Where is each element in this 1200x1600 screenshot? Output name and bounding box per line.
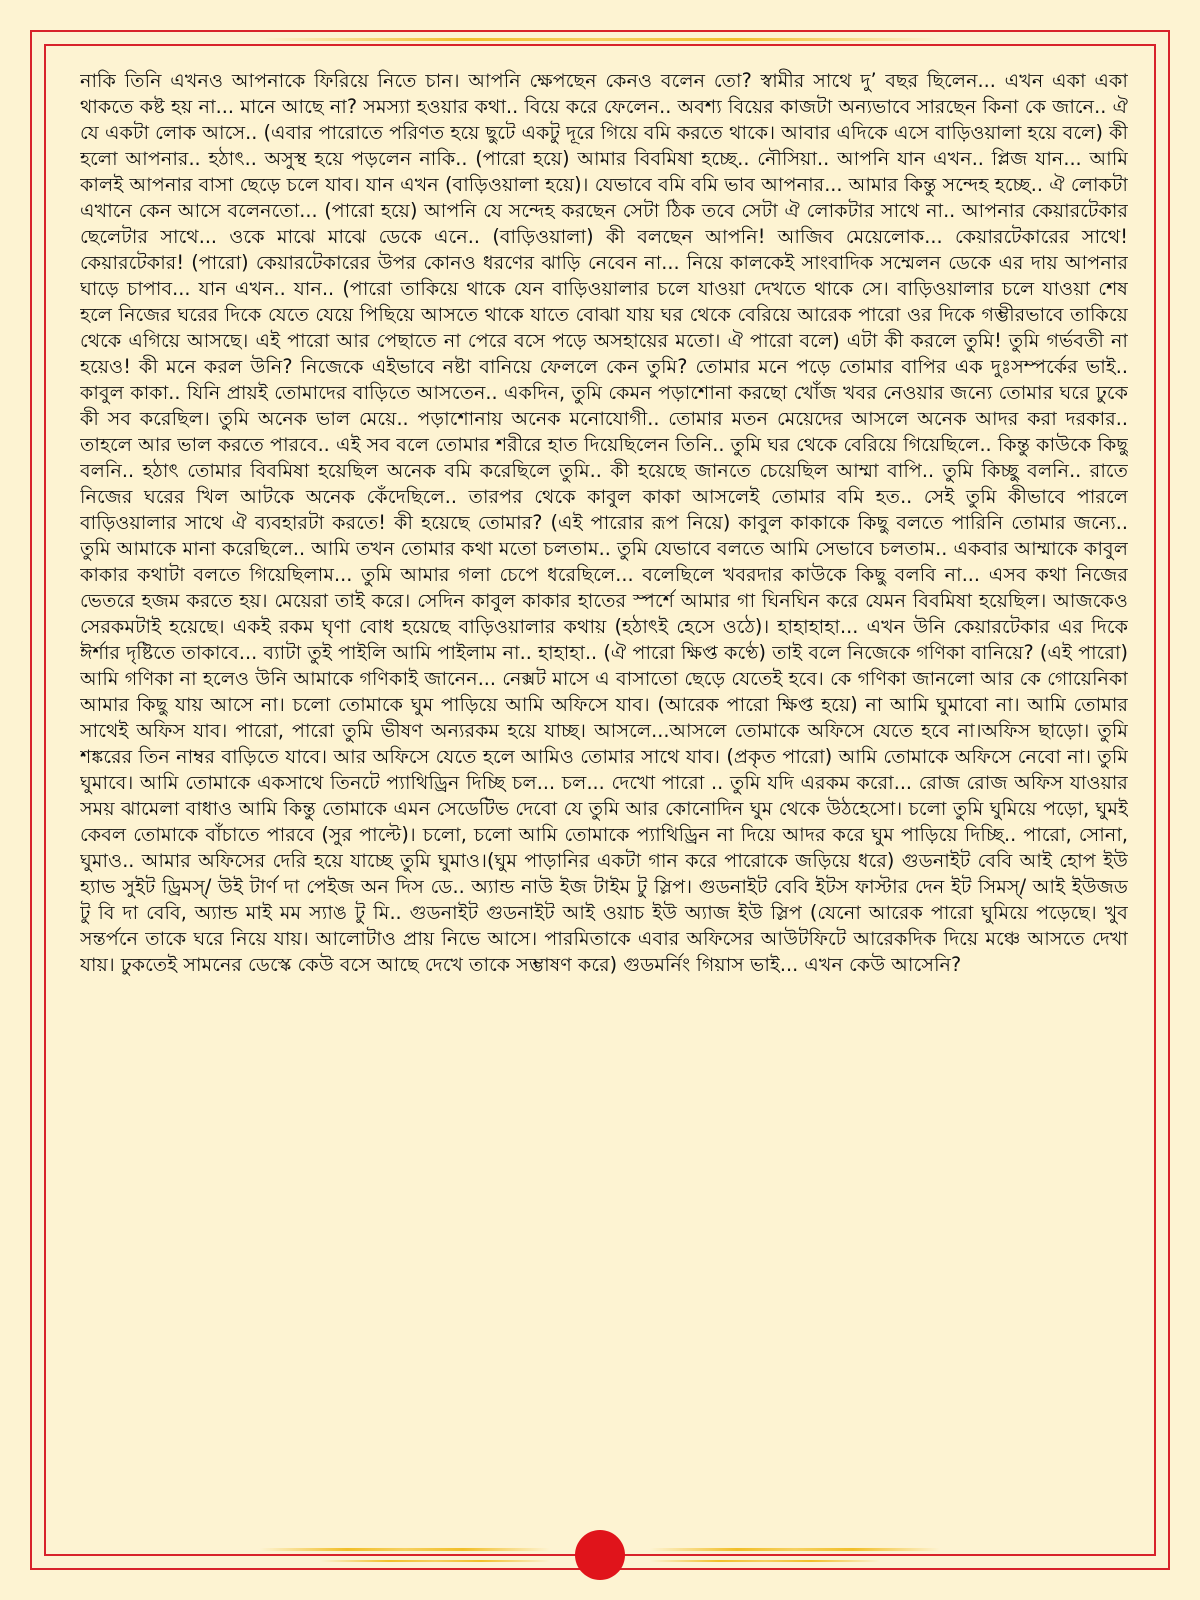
top-accent-line xyxy=(260,38,940,41)
bottom-accent-line-right xyxy=(650,1548,940,1551)
page-body-text: নাকি তিনি এখনও আপনাকে ফিরিয়ে নিতে চান। আপনি ক্ষেপছেন কেনও বলেন তো? স্বামীর সাথে দু’ বছর ছিলেন... এখন একা একা থাকতে কষ্ট হয় না... মানে আছে না? সমস্যা হওয়ার কথা.. বিয়ে করে ফেলেন.. অবশ্য বিয়ের কাজটা অন্যভাবে সারছেন কিনা কে জানে.. ঐ যে একটা লোক আসে.. (এবার পারোতে পরিণত হয়ে ছুটে একটু দূরে গিয়ে বমি করতে থাকে। আবার এদিকে এসে বাড়িওয়ালা হয়ে বলে) কী হলো আপনার.. হঠাৎ.. অসুস্থ হয়ে পড়লেন নাকি.. (পারো হয়ে) আমার বিবমিষা হচ্ছে.. নৌসিয়া.. আপনি যান এখন.. প্লিজ যান... আমি কালই আপনার বাসা ছেড়ে চলে যাব। যান এখন (বাড়িওয়ালা হয়ে)। যেভাবে বমি বমি ভাব আপনার... আমার কিন্তু সন্দেহ হচ্ছে.. ঐ লোকটা এখানে কেন আসে বলেনতো... (পারো হয়ে) আপনি যে সন্দেহ করছেন সেটা ঠিক তবে সেটা ঐ লোকটার সাথে না.. আপনার কেয়ারটেকার ছেলেটার সাথে... ওকে মাঝে মাঝে ডেকে এনে.. (বাড়িওয়ালা) কী বলছেন আপনি! আজিব মেয়েলোক... কেয়ারটেকারের সাথে! কেয়ারটেকার! (পারো) কেয়ারটেকারের উপর কোনও ধরণের ঝাড়ি নেবেন না... নিয়ে কালকেই সাংবাদিক সম্মেলন ডেকে এর দায় আপনার ঘাড়ে চাপাব... যান এখন.. যান.. (পারো তাকিয়ে থাকে যেন বাড়িওয়ালার চলে যাওয়া দেখতে থাকে সে। বাড়িওয়ালার চলে যাওয়া শেষ হলে নিজের ঘরের দিকে যেতে যেয়ে পিছিয়ে আসতে থাকে যাতে বোঝা যায় ঘর থেকে বেরিয়ে আরেক পারো ওর দিকে গম্ভীরভাবে তাকিয়ে থেকে এগিয়ে আসছে। এই পারো আর পেছাতে না পেরে বসে পড়ে অসহায়ের মতো। ঐ পারো বলে) এটা কী করলে তুমি! তুমি গর্ভবতী না হয়েও! কী মনে করল উনি? নিজেকে এইভাবে নষ্টা বানিয়ে ফেললে কেন তুমি? তোমার মনে পড়ে তোমার বাপির এক দুঃসম্পর্কের ভাই.. কাবুল কাকা.. যিনি প্রায়ই তোমাদের বাড়িতে আসতেন.. একদিন, তুমি কেমন পড়াশোনা করছো খোঁজ খবর নেওয়ার জন্যে তোমার ঘরে ঢুকে কী সব করেছিল। তুমি অনেক ভাল মেয়ে.. পড়াশোনায় অনেক মনোযোগী.. তোমার মতন মেয়েদের আসলে অনেক আদর করা দরকার.. তাহলে আর ভাল করতে পারবে.. এই সব বলে তোমার শরীরে হাত দিয়েছিলেন তিনি.. তুমি ঘর থেকে বেরিয়ে গিয়েছিলে.. কিন্তু কাউকে কিছু বলনি.. হঠাৎ তোমার বিবমিষা হয়েছিল অনেক বমি করেছিলে তুমি.. কী হয়েছে জানতে চেয়েছিল আম্মা বাপি.. তুমি কিচ্ছু বলনি.. রাতে নিজের ঘরের খিল আটকে অনেক কেঁদেছিলে.. তারপর থেকে কাবুল কাকা আসলেই তোমার বমি হত.. সেই তুমি কীভাবে পারলে বাড়িওয়ালার সাথে ঐ ব্যবহারটা করতে! কী হয়েছে তোমার? (এই পারোর রূপ নিয়ে) কাবুল কাকাকে কিছু বলতে পারিনি তোমার জন্যে.. তুমি আমাকে মানা করেছিলে.. আমি তখন তোমার কথা মতো চলতাম.. তুমি যেভাবে বলতে আমি সেভাবে চলতাম.. একবার আম্মাকে কাবুল কাকার কথাটা বলতে গিয়েছিলাম... তুমি আমার গলা চেপে ধরেছিলে... বলেছিলে খবরদার কাউকে কিছু বলবি না... এসব কথা নিজের ভেতরে হজম করতে হয়। মেয়েরা তাই করে। সেদিন কাবুল কাকার হাতের স্পর্শে আমার গা ঘিনঘিন করে যেমন বিবমিষা হয়েছিল। আজকেও সেরকমটাই হয়েছে। একই রকম ঘৃণা বোধ হয়েছে বাড়িওয়ালার কথায় (হঠাৎই হেসে ওঠে)। হাহাহাহা... এখন উনি কেয়ারটেকার এর দিকে ঈর্শার দৃষ্টিতে তাকাবে... ব্যাটা তুই পাইলি আমি পাইলাম না.. হাহাহা.. (ঐ পারো ক্ষিপ্ত কণ্ঠে) তাই বলে নিজেকে গণিকা বানিয়ে? (এই পারো) আমি গণিকা না হলেও উনি আমাকে গণিকাই জানেন... নেক্সট মাসে এ বাসাতো ছেড়ে যেতেই হবে। কে গণিকা জানলো আর কে গোয়েনিকা আমার কিছু যায় আসে না। চলো তোমাকে ঘুম পাড়িয়ে আমি অফিসে যাব। (আরেক পারো ক্ষিপ্ত হয়ে) না আমি ঘুমাবো না। আমি তোমার সাথেই অফিস যাব। পারো, পারো তুমি ভীষণ অন্যরকম হয়ে যাচ্ছ। আসলে...আসলে তোমাকে অফিসে যেতে হবে না।অফিস ছাড়ো। তুমি শঙ্করের তিন নাম্বর বাড়িতে যাবে। আর অফিসে যেতে হলে আমিও তোমার সাথে যাব। (প্রকৃত পারো) আমি তোমাকে অফিসে নেবো না। তুমি ঘুমাবে। আমি তোমাকে একসাথে তিনটে প্যাথিড্রিন দিচ্ছি চল... চল... দেখো পারো .. তুমি যদি এরকম করো... রোজ রোজ অফিস যাওয়ার সময় ঝামেলা বাধাও আমি কিন্তু তোমাকে এমন সেডেটিভ দেবো যে তুমি আর কোনোদিন ঘুম থেকে উঠহেসো। চলো তুমি ঘুমিয়ে পড়ো, ঘুমই কেবল তোমাকে বাঁচাতে পারবে (সুর পাল্টে)। চলো, চলো আমি তোমাকে প্যাথিড্রিন না দিয়ে আদর করে ঘুম পাড়িয়ে দিচ্ছি.. পারো, সোনা, ঘুমাও.. আমার অফিসের দেরি হয়ে যাচ্ছে তুমি ঘুমাও।(ঘুম পাড়ানির একটা গান করে পারোকে জড়িয়ে ধরে) গুডনাইট বেবি আই হোপ ইউ হ্যাভ সুইট ড্রিমস্/ উই টার্ণ দা পেইজ অন দিস ডে.. অ্যান্ড নাউ ইজ টাইম টু স্লিপ। গুডনাইট বেবি ইটস ফাস্টার দেন ইট সিমস্/ আই ইউজড টু বি দা বেবি, অ্যান্ড মাই মম স্যাঙ টু মি.. গুডনাইট গুডনাইট আই ওয়াচ ইউ অ্যাজ ইউ স্লিপ (যেনো আরেক পারো ঘুমিয়ে পড়েছে। খুব সন্তর্পনে তাকে ঘরে নিয়ে যায়। আলোটাও প্রায় নিভে আসে। পারমিতাকে এবার অফিসের আউটফিটে আরেকদিক দিয়ে মঞ্চে আসতে দেখা যায়। ঢুকতেই সামনের ডেস্কে কেউ বসে আছে দেখে তাকে সম্ভাষণ করে) গুডমর্নিং গিয়াস ভাই... এখন কেউ আসেনি? xyxy=(80,69,1128,976)
page-ornament-dot xyxy=(575,1530,625,1580)
bottom-accent-line-right-2 xyxy=(650,1560,880,1562)
bottom-accent-line-left-2 xyxy=(320,1560,550,1562)
bottom-accent-line-left xyxy=(260,1548,550,1551)
